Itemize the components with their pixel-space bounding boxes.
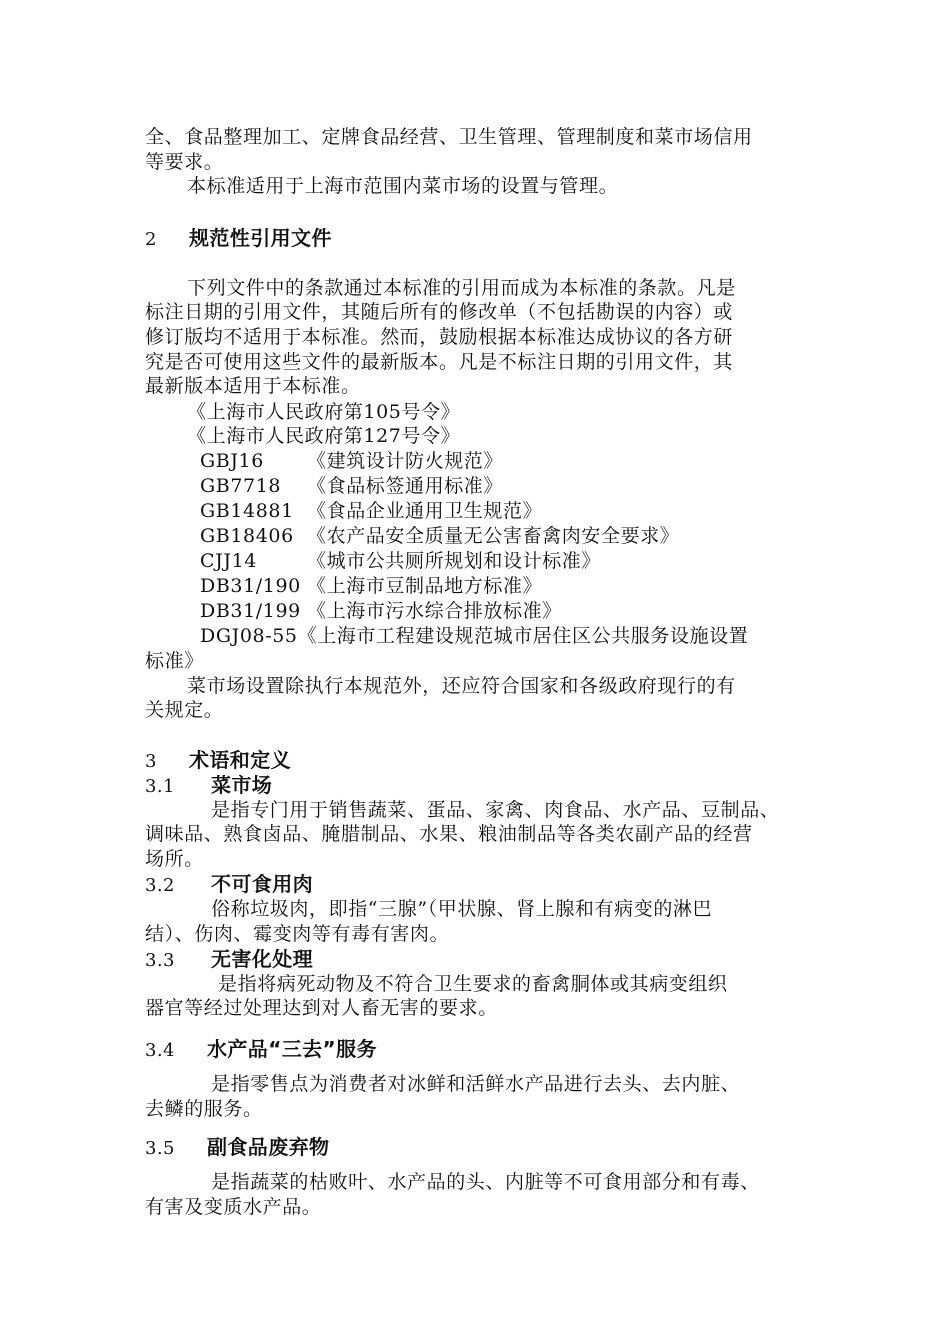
definition-line: 有害及变质水产品。 <box>145 1196 322 1218</box>
paragraph-line: 究是否可使用这些文件的最新版本。凡是不标注日期的引用文件，其 <box>145 351 734 373</box>
standard-code: GB18406 <box>200 525 294 547</box>
term-number: 3.2 <box>145 875 175 896</box>
standard-reference <box>187 599 562 623</box>
section-title: 术语和定义 <box>189 748 291 772</box>
scope-sentence: 本标准适用于上海市范围内菜市场的设置与管理。 <box>187 175 619 197</box>
definition-line: 结）、伤肉、霉变肉等有毒有害肉。 <box>145 923 450 945</box>
standard-title: 《建筑设计防火规范》 <box>307 450 504 472</box>
term-title: 菜市场 <box>211 773 273 797</box>
paragraph-line: 下列文件中的条款通过本标准的引用而成为本标准的条款。凡是 <box>187 277 736 299</box>
term-heading <box>145 1135 329 1161</box>
term-heading <box>145 1037 377 1063</box>
standard-code: DB31/199 <box>200 600 301 622</box>
standard-code: GB14881 <box>200 500 294 522</box>
definition-line: 器官等经过处理达到对人畜无害的要求。 <box>145 997 498 1019</box>
paragraph-line: 标注日期的引用文件，其随后所有的修改单（不包括勘误的内容）或 <box>145 301 734 323</box>
term-heading <box>145 773 272 799</box>
definition-line: 俗称垃圾肉，即指“三腺”（甲状腺、肾上腺和有病变的淋巴 <box>211 898 713 920</box>
paragraph-line: 关规定。 <box>145 699 224 721</box>
standard-code: GB7718 <box>200 475 282 497</box>
order-reference: 《上海市人民政府第105号令》 <box>187 401 461 423</box>
section-2-heading <box>145 226 332 252</box>
standard-reference <box>187 449 503 473</box>
standard-reference <box>187 574 542 598</box>
standard-title: 《上海市豆制品地方标准》 <box>307 575 543 597</box>
term-number: 3.5 <box>145 1138 175 1159</box>
definition-line: 是指零售点为消费者对冰鲜和活鲜水产品进行去头、去内脏、 <box>211 1073 741 1095</box>
section-number: 3 <box>145 751 157 772</box>
definition-line: 是指蔬菜的枯败叶、水产品的头、内脏等不可食用部分和有毒、 <box>211 1171 760 1193</box>
section-number: 2 <box>145 229 157 250</box>
definition-line: 是指将病死动物及不符合卫生要求的畜禽胴体或其病变组织 <box>218 973 728 995</box>
term-title: 副食品废弃物 <box>207 1135 330 1159</box>
standard-code: DB31/190 <box>200 575 301 597</box>
standard-title: 《城市公共厕所规划和设计标准》 <box>307 550 602 572</box>
standard-title: 《上海市污水综合排放标准》 <box>307 600 562 622</box>
term-heading <box>145 947 313 973</box>
standard-reference <box>187 474 503 498</box>
definition-line: 调味品、熟食卤品、腌腊制品、水果、粮油制品等各类农副产品的经营 <box>145 823 753 845</box>
paragraph-line: 修订版均不适用于本标准。然而，鼓励根据本标准达成协议的各方研 <box>145 326 734 348</box>
paragraph-line: 最新版本适用于本标准。 <box>145 375 361 397</box>
standard-reference <box>187 549 601 573</box>
section-title: 规范性引用文件 <box>189 226 332 250</box>
term-number: 3.4 <box>145 1040 175 1061</box>
standard-title: 《食品标签通用标准》 <box>307 475 504 497</box>
definition-line: 场所。 <box>145 848 204 870</box>
standard-reference-continuation: 标准》 <box>145 650 204 672</box>
standard-code: GBJ16 <box>200 450 264 472</box>
intro-line: 等要求。 <box>145 151 224 173</box>
standard-reference <box>187 499 542 523</box>
term-heading <box>145 872 313 898</box>
standard-reference <box>187 524 679 548</box>
term-title: 无害化处理 <box>211 947 313 971</box>
term-title: 水产品“三去”服务 <box>207 1037 377 1061</box>
standard-title: 《农产品安全质量无公害畜禽肉安全要求》 <box>307 525 680 547</box>
standard-reference: DGJ08-55《上海市工程建设规范城市居住区公共服务设施设置 <box>200 625 749 647</box>
standard-code: CJJ14 <box>200 550 257 572</box>
paragraph-line: 菜市场设置除执行本规范外，还应符合国家和各级政府现行的有 <box>187 675 736 697</box>
definition-line: 去鳞的服务。 <box>145 1098 263 1120</box>
term-title: 不可食用肉 <box>211 872 313 896</box>
standard-title: 《食品企业通用卫生规范》 <box>307 500 543 522</box>
term-number: 3.1 <box>145 776 175 797</box>
intro-line: 全、食品整理加工、定牌食品经营、卫生管理、管理制度和菜市场信用 <box>145 126 753 148</box>
section-3-heading <box>145 748 291 774</box>
definition-line: 是指专门用于销售蔬菜、蛋品、家禽、肉食品、水产品、豆制品、 <box>211 799 780 821</box>
order-reference: 《上海市人民政府第127号令》 <box>187 425 461 447</box>
term-number: 3.3 <box>145 950 175 971</box>
